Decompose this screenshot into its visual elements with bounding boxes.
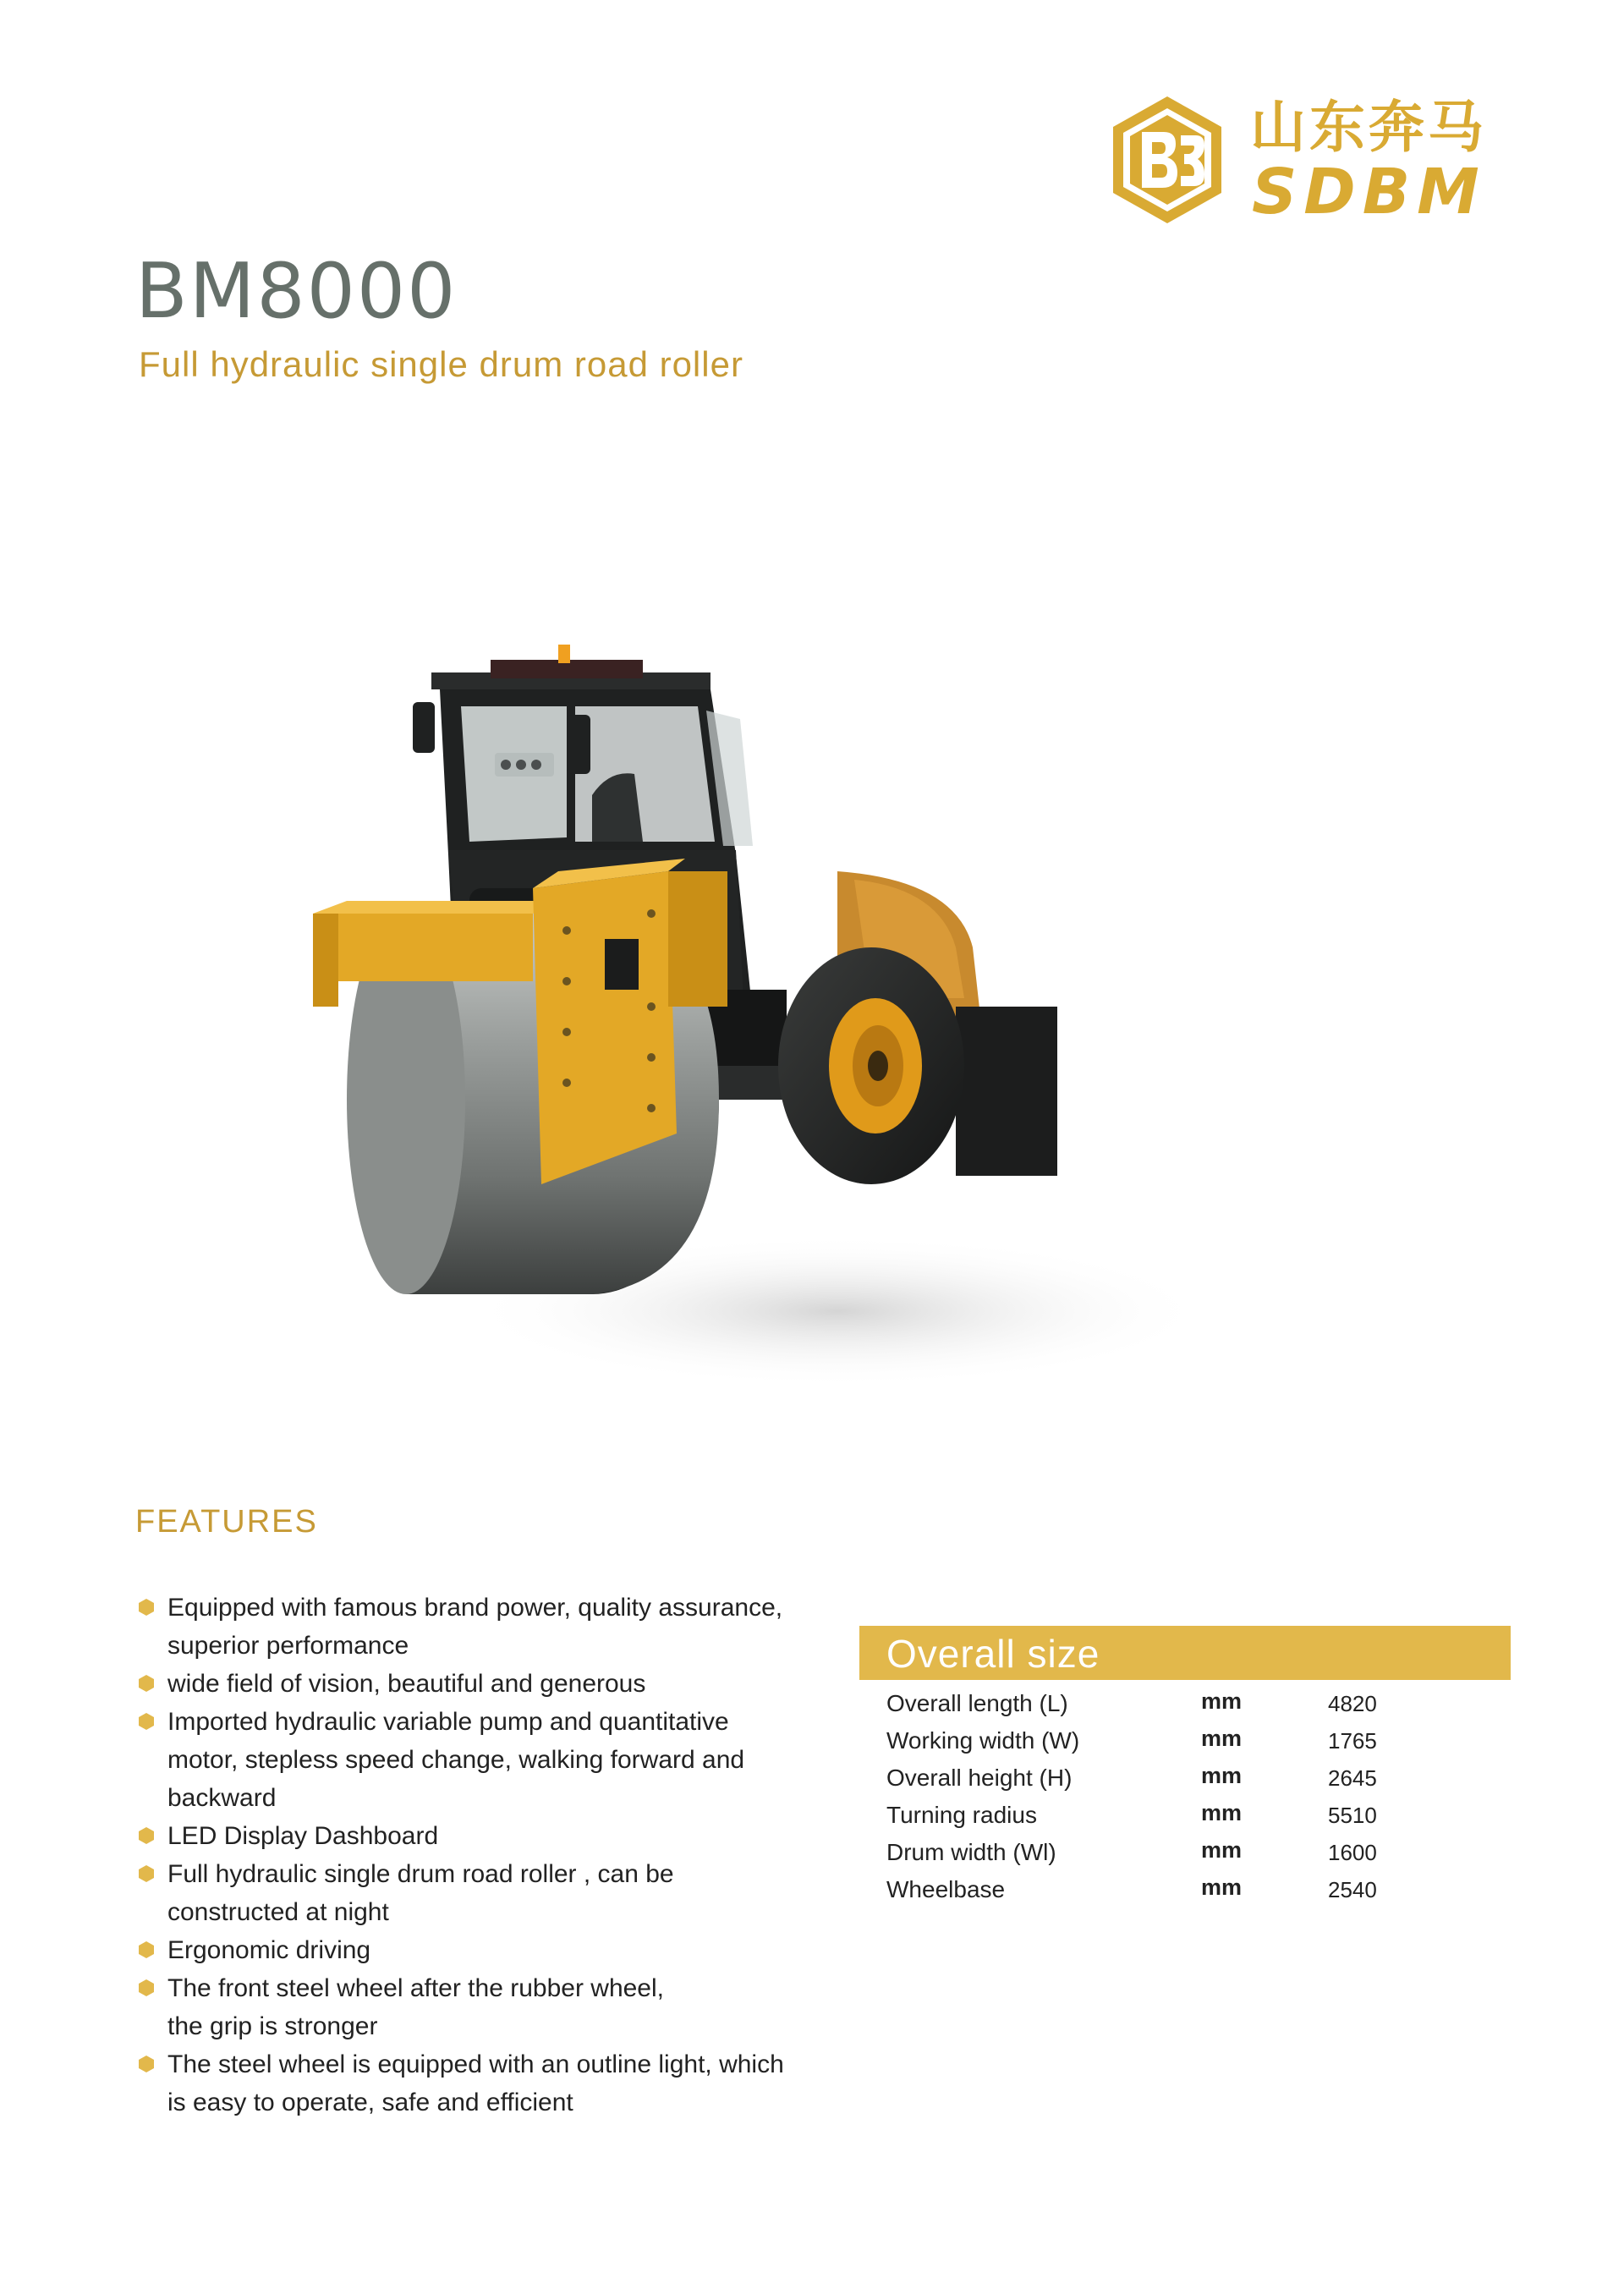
model-title: BM8000 [135,247,458,336]
feature-line: Ergonomic driving [167,1936,371,1964]
hexagon-bullet-icon [137,1712,156,1731]
product-subtitle: Full hydraulic single drum road roller [139,344,743,384]
feature-item [137,1855,864,1931]
size-value: 1765 [1328,1728,1377,1754]
size-row [886,1685,1495,1722]
size-value: 5510 [1328,1803,1377,1828]
feature-line: superior performance [167,1632,409,1660]
features-list [137,1589,864,2122]
size-unit: mm [1201,1837,1243,1863]
feature-item [137,1703,864,1817]
feature-line: The steel wheel is equipped with an outline light, which [167,2050,784,2078]
feature-line: Imported hydraulic variable pump and quantitative [167,1708,729,1736]
feature-line: the grip is stronger [167,2012,378,2040]
size-row [886,1834,1495,1871]
size-param: Overall length (L) [886,1690,1068,1716]
brand-logo [1108,93,1522,228]
size-row [886,1722,1495,1759]
hexagon-bullet-icon [137,1864,156,1883]
feature-line: backward [167,1784,277,1812]
hexagon-bullet-icon [137,1940,156,1959]
size-row [886,1797,1495,1834]
road-roller-photo [313,626,1252,1438]
feature-line: motor, stepless speed change, walking forward and [167,1746,745,1774]
size-unit: mm [1201,1875,1243,1900]
features-heading: FEATURES [135,1504,318,1540]
feature-item [137,1969,864,2045]
size-param: Drum width (Wl) [886,1839,1056,1865]
feature-line: Full hydraulic single drum road roller , can be [167,1860,674,1888]
hexagon-bullet-icon [137,1598,156,1617]
size-param: Working width (W) [886,1727,1080,1754]
hexagon-bullet-icon [137,2055,156,2073]
overall-size-table [886,1685,1495,1908]
size-value: 2540 [1328,1877,1377,1902]
size-param: Overall height (H) [886,1765,1073,1791]
size-unit: mm [1201,1800,1243,1825]
hexagon-bullet-icon [137,1826,156,1845]
hexagon-bullet-icon [137,1979,156,1997]
feature-line: wide field of vision, beautiful and generous [167,1670,646,1698]
feature-item [137,1589,864,1665]
feature-item [137,1931,864,1969]
size-value: 1600 [1328,1840,1377,1865]
overall-size-header [859,1626,1511,1680]
size-param: Wheelbase [886,1876,1006,1902]
size-param: Turning radius [886,1802,1037,1828]
feature-line: constructed at night [167,1898,389,1926]
size-unit: mm [1201,1688,1243,1714]
bm-hexagon-logo-icon [1108,93,1226,227]
size-value: 2645 [1328,1765,1377,1791]
overall-size-title: Overall size [886,1632,1100,1676]
feature-line: The front steel wheel after the rubber wheel, [167,1974,664,2002]
logo-english-text: SDBM [1252,156,1486,228]
logo-chinese-text: 山东奔马 [1250,95,1487,160]
feature-line: Equipped with famous brand power, quality assurance, [167,1594,783,1622]
size-unit: mm [1201,1763,1243,1788]
feature-line: LED Display Dashboard [167,1822,439,1850]
feature-item [137,1817,864,1855]
feature-line: is easy to operate, safe and efficient [167,2089,573,2116]
size-row [886,1759,1495,1797]
feature-item [137,2045,864,2122]
size-unit: mm [1201,1726,1243,1751]
hexagon-bullet-icon [137,1674,156,1693]
size-value: 4820 [1328,1691,1377,1716]
feature-item [137,1665,864,1703]
size-row [886,1871,1495,1908]
